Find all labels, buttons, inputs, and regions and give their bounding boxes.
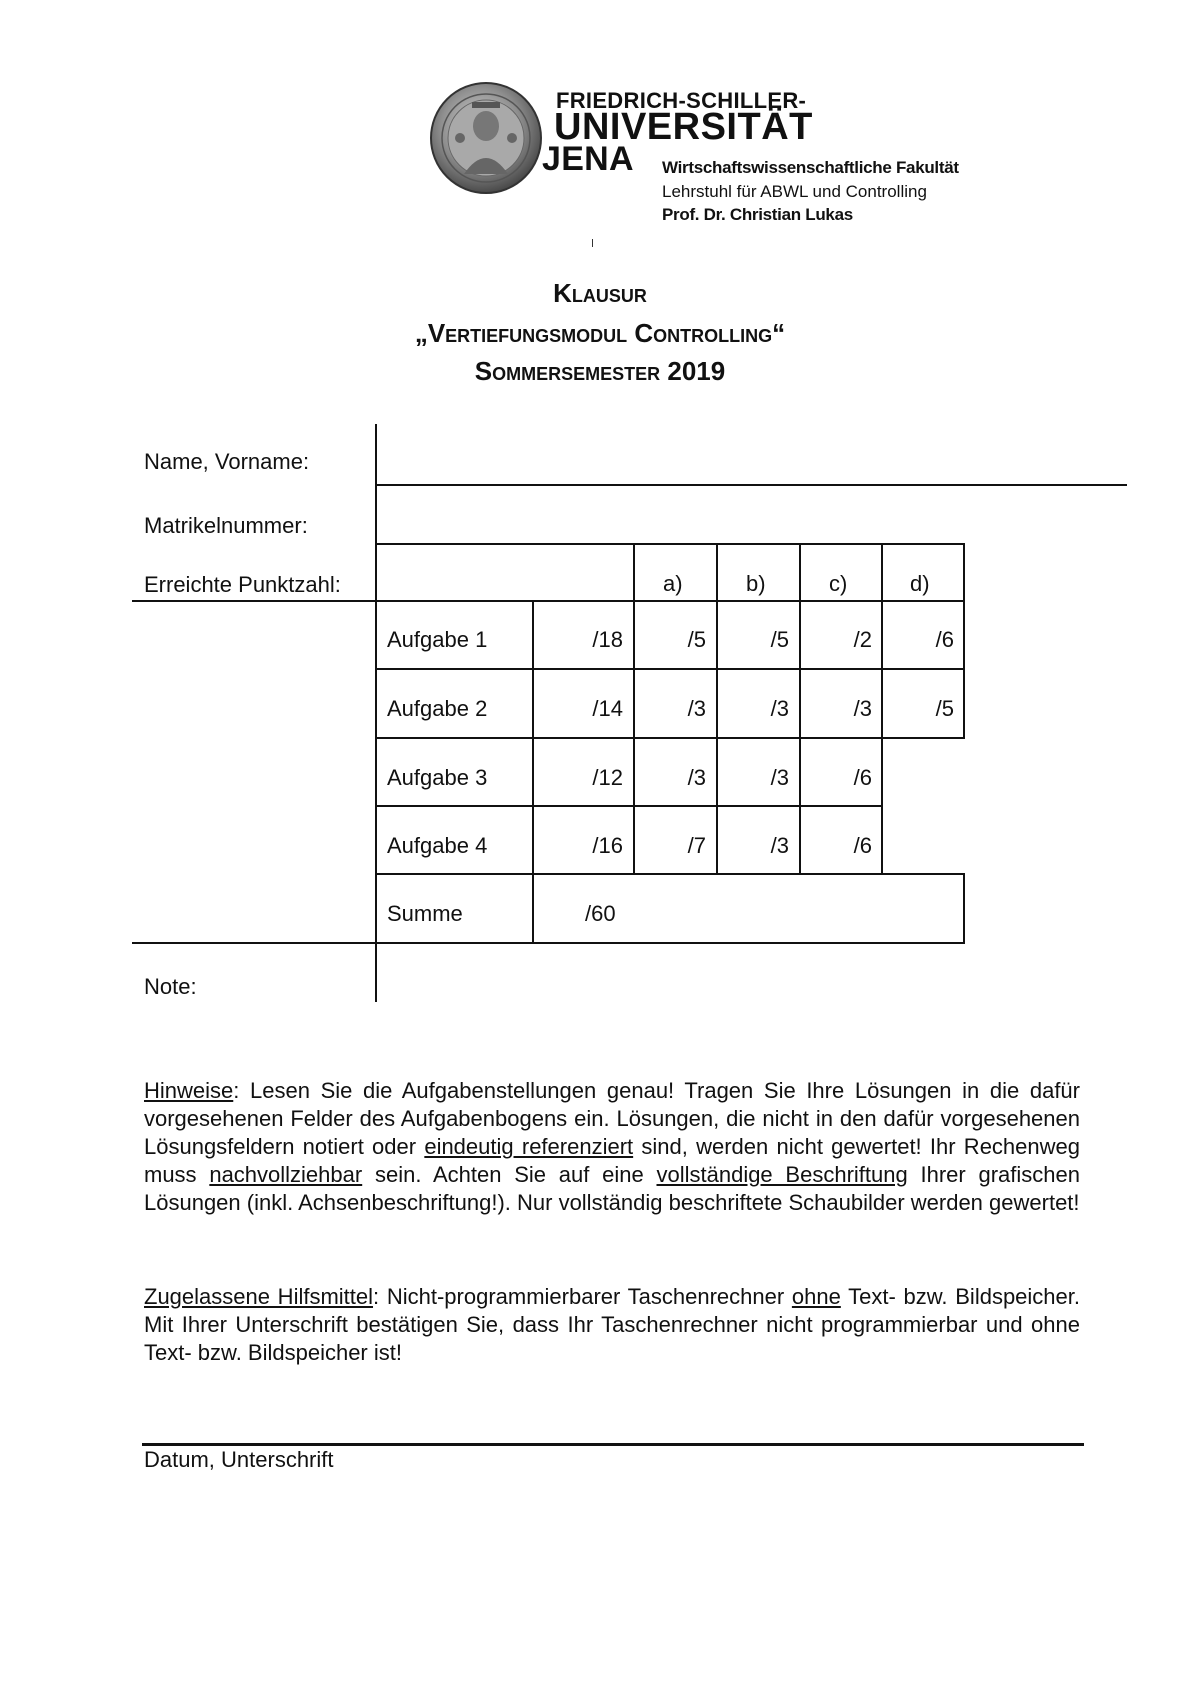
task-1-c: /2 (853, 627, 872, 652)
header-c: c) (829, 571, 848, 596)
col-line-right-sum (963, 875, 965, 944)
header-a: a) (663, 571, 683, 596)
task-4-b: /3 (770, 833, 789, 858)
row-line-4 (375, 873, 965, 875)
points-label: Erreichte Punktzahl: (144, 572, 341, 597)
aids-paragraph: Zugelassene Hilfsmittel: Nicht-programmierbarer Taschenrechner ohne Text- bzw. Bildspeicher. Mit Ihrer Unterschrift bestätigen Sie, dass Ihr Taschenrechner nicht programmierbar und ohne Text- bzw. Bildspeicher ist! (144, 1284, 1080, 1365)
hints-label: Hinweise (144, 1078, 234, 1103)
task-1-d: /6 (935, 627, 954, 652)
task-2-d: /5 (935, 696, 954, 721)
form-line-name (375, 484, 1127, 486)
faculty-name: Wirtschaftswissenschaftliche Fakultät (662, 158, 959, 177)
matrikel-field[interactable] (378, 488, 962, 542)
task-3-c: /6 (853, 765, 872, 790)
task-2-c: /3 (853, 696, 872, 721)
signature-label: Datum, Unterschrift (144, 1447, 334, 1472)
professor-name: Prof. Dr. Christian Lukas (662, 205, 853, 224)
name-field[interactable] (378, 424, 1124, 482)
task-1-total: /18 (592, 627, 623, 652)
points-table (375, 543, 965, 944)
task-2-b: /3 (770, 696, 789, 721)
signature-line[interactable] (142, 1443, 1084, 1446)
task-3-b: /3 (770, 765, 789, 790)
matrikel-label: Matrikelnummer: (144, 513, 308, 538)
row-line-3 (375, 805, 883, 807)
task-1-a: /5 (687, 627, 706, 652)
aids-label: Zugelassene Hilfsmittel (144, 1284, 374, 1309)
task-4-a: /7 (687, 833, 706, 858)
hints-paragraph: Hinweise: Lesen Sie die Aufgabenstellungen genau! Tragen Sie Ihre Lösungen in die dafür vorgesehenen Felder des Aufgabenbogens ein. Lösungen, die nicht in den dafür vorgesehenen Lösungsfeldern notiert oder eindeutig referenziert sind, werden nicht gewertet! Ihr Rechenweg muss nachvollziehbar sein. Achten Sie auf eine vollständige Beschriftung Ihrer grafischen Lösungen (inkl. Achsenbeschriftung!). Nur vollständig beschriftete Schaubilder werden gewertet! (144, 1078, 1080, 1215)
university-name-line2: UNIVERSITÄT (554, 106, 813, 148)
grade-field[interactable] (378, 946, 962, 1000)
task-2-total: /14 (592, 696, 623, 721)
sum-label: Summe (387, 901, 463, 926)
exam-title: Klausur (553, 278, 647, 308)
grade-label: Note: (144, 974, 197, 999)
name-label: Name, Vorname: (144, 449, 310, 474)
task-4-total: /16 (592, 833, 623, 858)
divider-mark (592, 239, 593, 247)
task-1-label: Aufgabe 1 (387, 627, 488, 652)
row-line-2 (375, 737, 965, 739)
col-line-right-top (963, 543, 965, 739)
task-3-total: /12 (592, 765, 623, 790)
task-4-c: /6 (853, 833, 872, 858)
task-2-label: Aufgabe 2 (387, 696, 488, 721)
exam-module: „Vertiefungsmodul Controlling“ (414, 318, 786, 348)
chair-name: Lehrstuhl für ABWL und Controlling (662, 182, 927, 201)
task-1-b: /5 (770, 627, 789, 652)
task-3-a: /3 (687, 765, 706, 790)
header-d: d) (910, 571, 930, 596)
row-line-1 (375, 668, 965, 670)
sum-value: /60 (585, 901, 616, 926)
university-name-line3: JENA (542, 140, 634, 178)
university-name-line1: FRIEDRICH-SCHILLER- (556, 88, 807, 113)
exam-semester: Sommersemester 2019 (474, 356, 726, 386)
header-b: b) (746, 571, 766, 596)
task-3-label: Aufgabe 3 (387, 765, 488, 790)
university-seal-icon (428, 82, 544, 194)
task-2-a: /3 (687, 696, 706, 721)
task-4-label: Aufgabe 4 (387, 833, 488, 858)
